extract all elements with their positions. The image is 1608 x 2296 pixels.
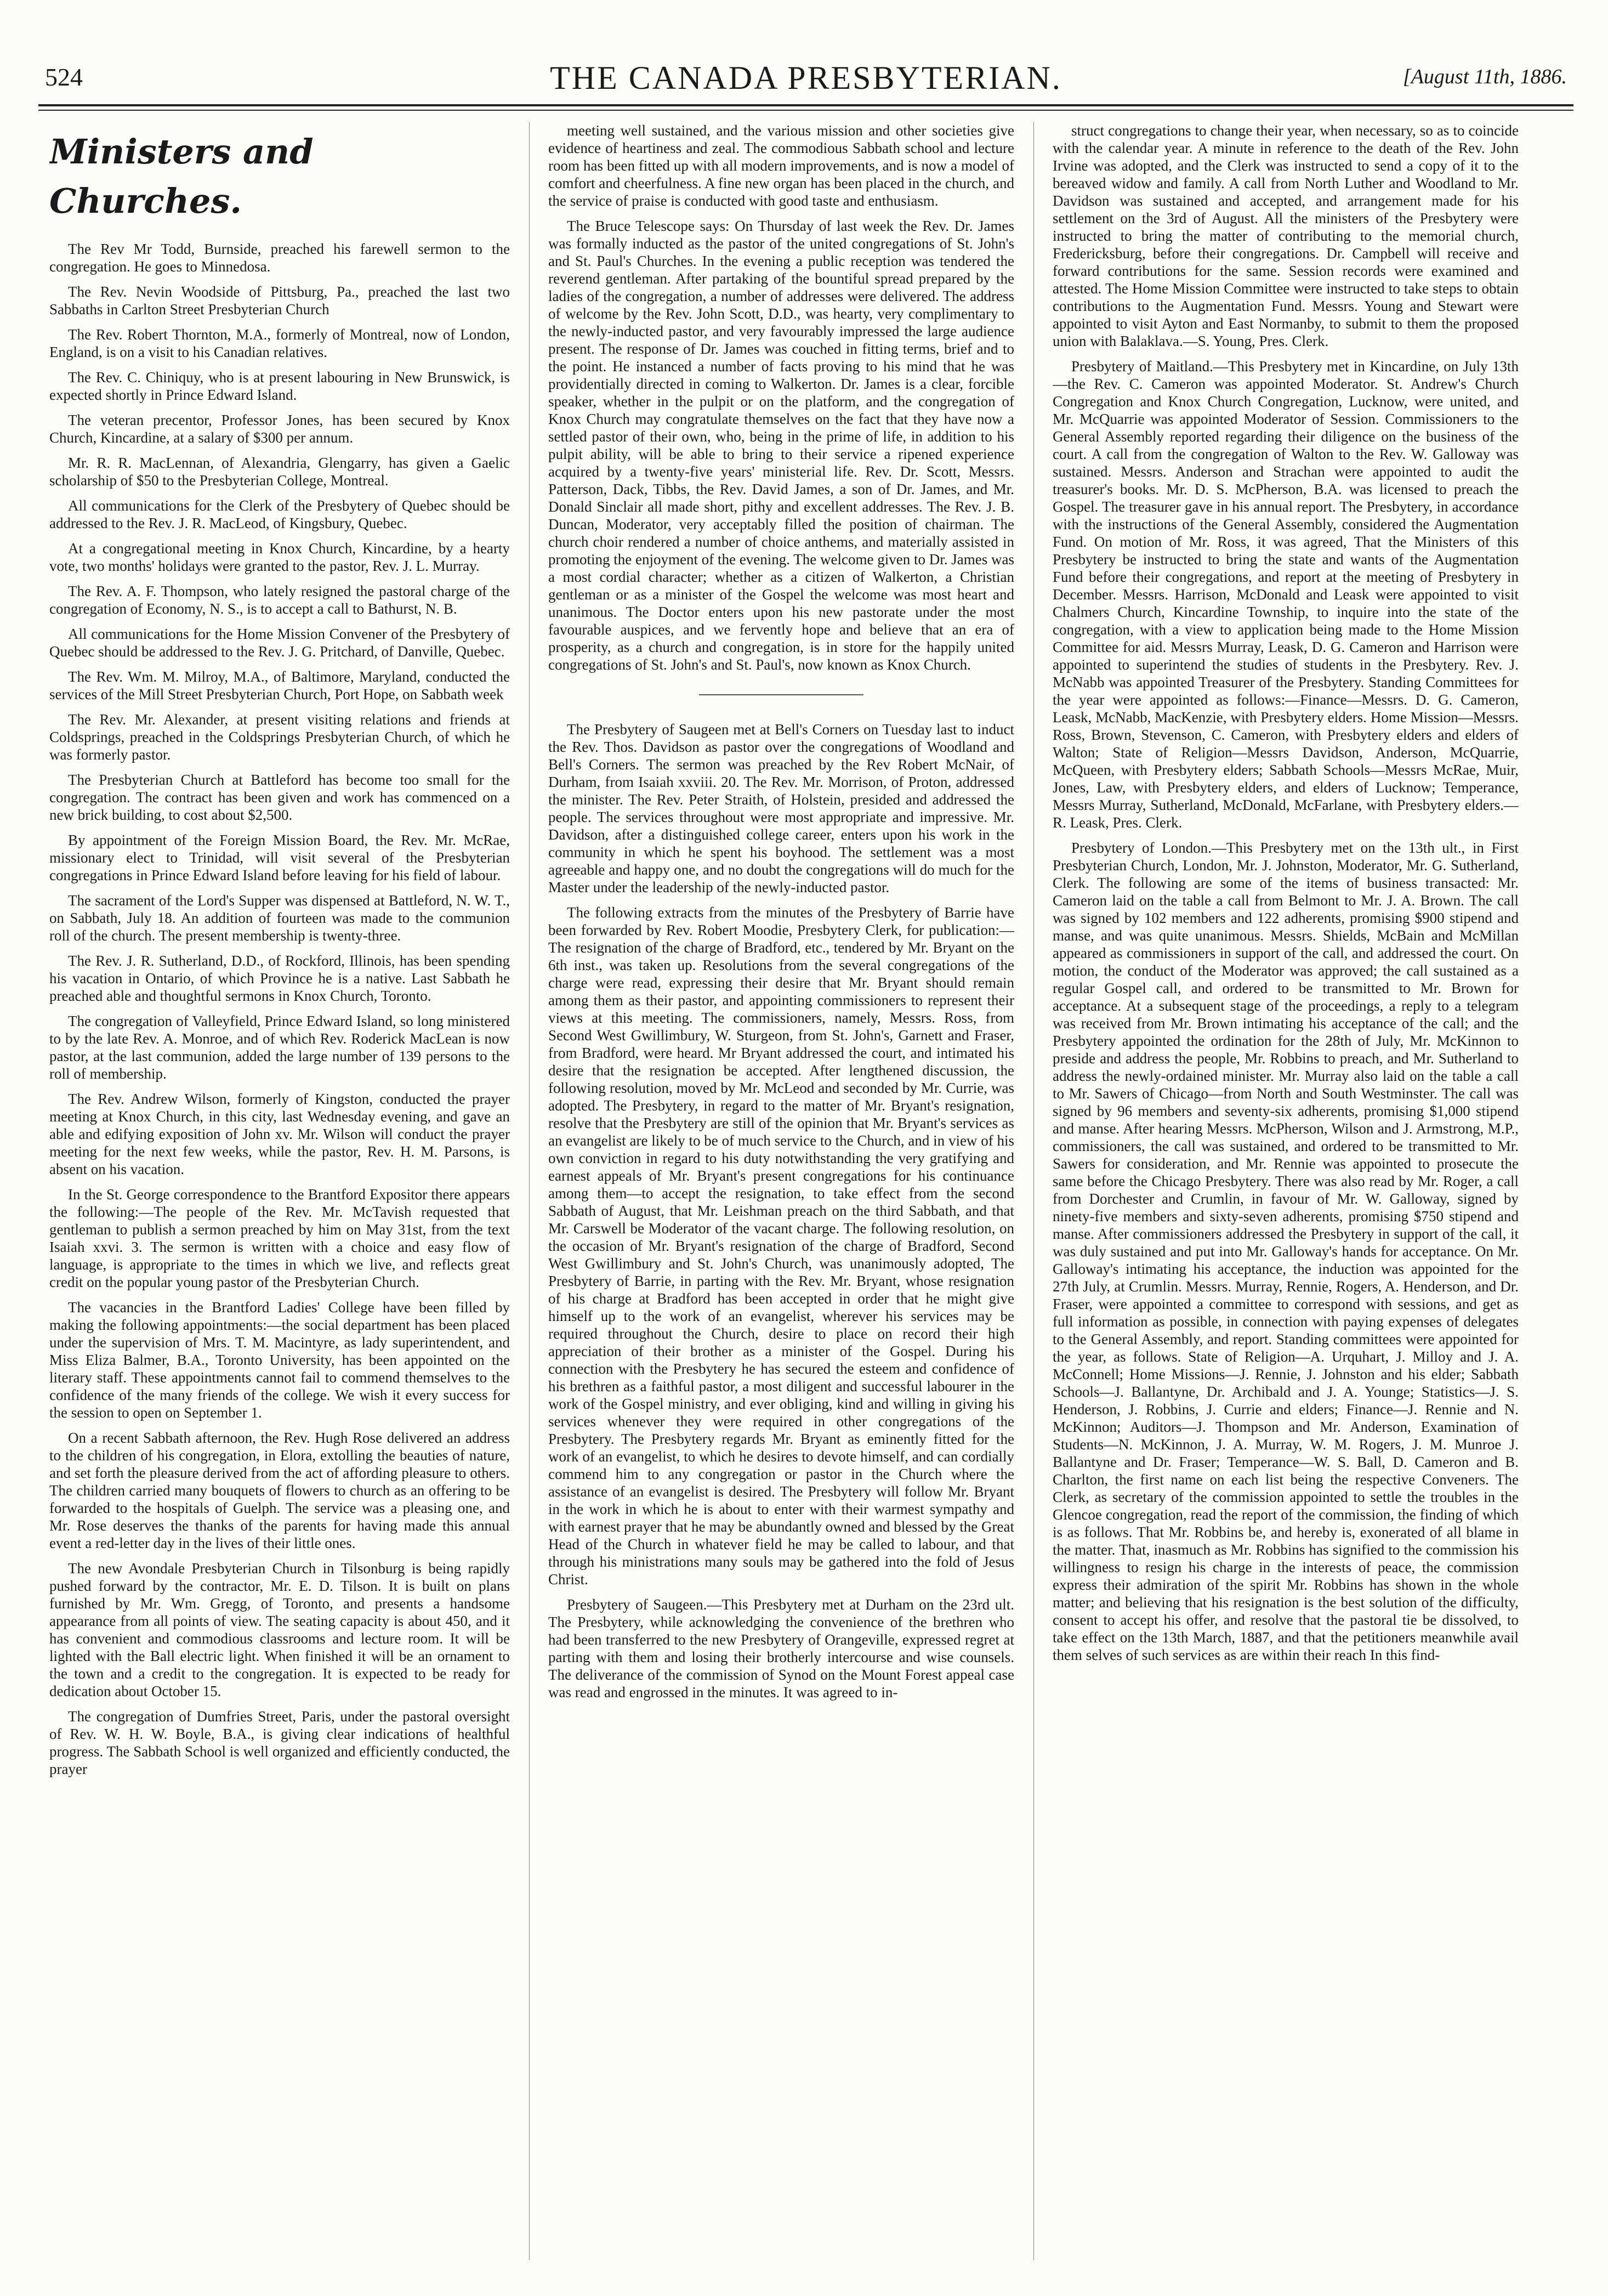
issue-date: [August 11th, 1886. <box>1402 65 1567 88</box>
article-paragraph: The new Avondale Presbyterian Church in Tilsonburg is being rapidly pushed forward by the contractor, Mr. E. D. Tilson. It is built on plans furnished by Mr. Wm. Gregg, of Toronto, and presents a handsome appearance from all points of view. The seating capacity is about 450, and it has convenient and commodious classrooms and lecture room. It will be lighted with the Ball electric light. When finished it will be an ornament to the town and a credit to the congregation. It is expected to be ready for dedication about October 15. <box>49 1560 510 1699</box>
masthead-rule-thin <box>38 110 1573 111</box>
article-paragraph: The Bruce Telescope says: On Thursday of last week the Rev. Dr. James was formally inducted as the pastor of the united congregations of St. John's and St. Paul's Churches. In the evening a public reception was tendered the reverend gentleman. After partaking of the bountiful spread prepared by the ladies of the congregation, a number of addresses were delivered. The address of welcome by the Rev. John Scott, D.D., was hearty, very complimentary to the newly-inducted pastor, and very favourably impressed the large audience present. The response of Dr. James was couched in fitting terms, brief and to the point. He instanced a number of facts proving to his mind that he was providentially directed in coming to Walkerton. Dr. James is a clear, forcible speaker, whether in the pulpit or on the platform, and the congregation of Knox Church may congratulate themselves on the fact that they have now a settled pastor of their own, who, being in the prime of life, in addition to his pulpit ability, will be able to bring to their service a ripened experience acquired by a twenty-five years' ministerial life. Rev. Dr. Scott, Messrs. Patterson, Dack, Tibbs, the Rev. David James, a son of Dr. James, and Mr. Donald Sinclair all made short, pithy and excellent addresses. The Rev. J. B. Duncan, Moderator, very acceptably filled the position of chairman. The church choir rendered a number of choice anthems, and materially assisted in promoting the enjoyment of the evening. The welcome given to Dr. James was a most cordial character; whether as a citizen of Walkerton, a Christian gentleman or as a minister of the Gospel the welcome was most heart and unanimous. The Doctor enters upon his new pastorate under the most favourable auspices, and we fervently hope and believe that an era of prosperity, as a church and congregation, is in store for the happily united congregations of St. John's and St. Paul's, now known as Knox Church. <box>548 218 1014 673</box>
article-paragraph: The Rev. Andrew Wilson, formerly of Kingston, conducted the prayer meeting at Knox Church, in this city, last Wednesday evening, and gave an able and edifying exposition of John xv. Mr. Wilson will conduct the prayer meeting for the next few weeks, while the pastor, Rev. H. M. Parsons, is absent on his vacation. <box>49 1091 510 1177</box>
article-paragraph: All communications for the Home Mission Convener of the Presbytery of Quebec should be addressed to the Rev. J. G. Pritchard, of Danville, Quebec. <box>49 626 510 660</box>
article-paragraph: Presbytery of Maitland.—This Presbytery met in Kincardine, on July 13th—the Rev. C. Cameron was appointed Moderator. St. Andrew's Church Congregation and Knox Church Congregation, Lucknow, were united, and Mr. McQuarrie was appointed Moderator of Session. Commissioners to the General Assembly reported regarding their diligence on the business of the court. A call from the congregation of Walton to the Rev. W. Galloway was sustained. Messrs. Anderson and Strachan were appointed to audit the treasurer's books. Mr. D. S. McPherson, B.A. was licensed to preach the Gospel. The treasurer gave in his annual report. The Presbytery, in accordance with the instructions of the General Assembly, considered the Augmentation Fund. On motion of Mr. Ross, it was agreed, That the Ministers of this Presbytery be instructed to bring the state and wants of the Augmentation Fund before their congregations, and report at the meeting of Presbytery in December. Messrs. Harrison, McDonald and Leask were appointed to visit Chalmers Church, Kincardine Township, to inquire into the state of the congregation, with a view to application being made to the Home Mission Committee for aid. Messrs Murray, Leask, D. G. Cameron and Harrison were appointed to superintend the studies of students in the Presbytery. Rev. J. McNabb was appointed Treasurer of the Presbytery. Standing Committees for the year were appointed as follows:—Finance—Messrs. D. G. Cameron, Leask, McNabb, MacKenzie, with Presbytery elders. Home Mission—Messrs. Ross, Brown, Stevenson, C. Cameron, with Presbytery elders and elders of Walton; State of Religion—Messrs Davidson, Anderson, McQuarrie, McQueen, with Presbytery elders; Sabbath Schools—Messrs McRae, Muir, Jones, Law, with Presbytery elders, and elders of Lucknow; Temperance, Messrs Murray, Sutherland, McDonald, McFarlane, with Presbytery elders.—R. Leask, Pres. Clerk. <box>1053 358 1519 831</box>
column-2 <box>548 122 1014 2260</box>
article-paragraph: The Rev. Mr. Alexander, at present visiting relations and friends at Coldsprings, preached in the Coldsprings Presbyterian Church, of which he was formerly pastor. <box>49 711 510 763</box>
article-paragraph: The Rev. C. Chiniquy, who is at present labouring in New Brunswick, is expected shortly in Prince Edward Island. <box>49 369 510 403</box>
article-paragraph: The Rev. Wm. M. Milroy, M.A., of Baltimore, Maryland, conducted the services of the Mill Street Presbyterian Church, Port Hope, on Sabbath week <box>49 668 510 702</box>
article-paragraph: The congregation of Dumfries Street, Paris, under the pastoral oversight of Rev. W. H. W. Boyle, B.A., is giving clear indications of healthful progress. The Sabbath School is well organized and efficiently conducted, the prayer <box>49 1708 510 1777</box>
masthead <box>38 59 1573 98</box>
article-paragraph: The following extracts from the minutes of the Presbytery of Barrie have been forwarded by Rev. Robert Moodie, Presbytery Clerk, for publication:—The resignation of the charge of Bradford, etc., tendered by Mr. Bryant on the 6th inst., was taken up. Resolutions from the several congregations of the charge were read, expressing their desire that Mr. Bryant should remain among them as their pastor, and appointing commissioners to represent their views at this meeting. The commissioners, namely, Messrs. Ross, from Second West Gwillimbury, W. Sturgeon, from St. John's, Garnett and Fraser, from Bradford, were heard. Mr Bryant addressed the court, and intimated his desire that the resignation be accepted. After lengthened discussion, the following resolution, moved by Mr. McLeod and seconded by Mr. Currie, was adopted. The Presbytery, in regard to the matter of Mr. Bryant's resignation, resolve that the Presbytery are still of the opinion that Mr. Bryant's services as an evangelist are likely to be of much service to the Church, and in view of his own conviction in regard to his duty notwithstanding the very gratifying and earnest appeals of Mr. Bryant's present congregations for his continuance among them—to accept the resignation, to take effect from the second Sabbath of August, that Mr. Leishman preach on the third Sabbath, and that Mr. Carswell be Moderator of the vacant charge. The following resolution, on the occasion of Mr. Bryant's resignation of the charge of Bradford, Second West Gwillimbury and St. John's Church, was unanimously adopted, The Presbytery of Barrie, in parting with the Rev. Mr. Bryant, whose resignation of his charge at Bradford has been accepted in order that he might give himself up to the work of an evangelist, wherever his services may be required throughout the Church, desire to place on record their high appreciation of their brother as a minister of the Gospel. During his connection with the Presbytery he has secured the esteem and confidence of his brethren as a faithful pastor, a most diligent and successful labourer in the work of the Gospel ministry, and ever obliging, kind and willing in giving his services whenever they were required in other congregations of the Presbytery. The Presbytery regards Mr. Bryant as eminently fitted for the work of an evangelist, to which he desires to devote himself, and can cordially commend him to any congregation or pastor in the Church where the assistance of an evangelist is desired. The Presbytery will follow Mr. Bryant in the work in which he is about to enter with their warmest sympathy and with earnest prayer that he may be abundantly owned and blessed by the Great Head of the Church in whatever field he may be called to labour, and that through his ministrations many souls may be gathered into the fold of Jesus Christ. <box>548 904 1014 1588</box>
article-paragraph: meeting well sustained, and the various mission and other societies give evidence of heartiness and zeal. The commodious Sabbath school and lecture room has been fitted up with all modern improvements, and is now a model of comfort and cheerfulness. A fine new organ has been placed in the church, and the service of praise is conducted with good taste and enthusiasm. <box>548 122 1014 209</box>
section-heading: Ministers and Churches. <box>49 132 314 221</box>
article-paragraph: struct congregations to change their year, when necessary, so as to coincide with the calendar year. A minute in reference to the death of the Rev. John Irvine was adopted, and the Clerk was instructed to send a copy of it to the bereaved widow and family. A call from North Luther and Woodland to Mr. Davidson was sustained and accepted, and arrangement made for his settlement on the 3rd of August. All the ministers of the Presbytery were instructed to bring the matter of contributing to the memorial church, Fredericksburg, before their congregations. Dr. Campbell will receive and forward contributions for the same. Session records were examined and attested. The Home Mission Committee were instructed to take steps to obtain contributions to the Augmentation Fund. Messrs. Young and Stewart were appointed to visit Ayton and East Normanby, to submit to them the proposed union with Balaklava.—S. Young, Pres. Clerk. <box>1053 122 1519 349</box>
publication-title: THE CANADA PRESBYTERIAN. <box>550 60 1062 96</box>
article-paragraph: By appointment of the Foreign Mission Board, the Rev. Mr. McRae, missionary elect to Trinidad, will visit several of the Presbyterian congregations in Prince Edward Island before leaving for his field of labour. <box>49 832 510 883</box>
page-number: 524 <box>45 63 83 91</box>
article-paragraph: Presbytery of Saugeen.—This Presbytery met at Durham on the 23rd ult. The Presbytery, while acknowledging the convenience of the brethren who had been transferred to the new Presbytery of Orangeville, expressed regret at parting with them and losing their brotherly intercourse and wise counsels. The deliverance of the commission of Synod on the Mount Forest appeal case was read and engrossed in the minutes. It was agreed to in- <box>548 1596 1014 1700</box>
article-paragraph: At a congregational meeting in Knox Church, Kincardine, by a hearty vote, two months' holidays were granted to the pastor, Rev. J. L. Murray. <box>49 540 510 574</box>
article-paragraph: The Rev Mr Todd, Burnside, preached his farewell sermon to the congregation. He goes to Minnedosa. <box>49 241 510 275</box>
article-paragraph: The Rev. J. R. Sutherland, D.D., of Rockford, Illinois, has been spending his vacation in Ontario, of which Province he is a native. Last Sabbath he preached able and thoughtful sermons in Knox Church, Toronto. <box>49 953 510 1004</box>
article-divider <box>699 694 863 695</box>
column-3-body <box>1053 122 1519 1664</box>
column-1-body <box>49 240 510 1778</box>
article-paragraph: All communications for the Clerk of the Presbytery of Quebec should be addressed to the Rev. J. R. MacLeod, of Kingsbury, Quebec. <box>49 497 510 531</box>
column-2-body-lower <box>548 721 1014 1701</box>
article-paragraph: The congregation of Valleyfield, Prince Edward Island, so long ministered to by the late Rev. A. Monroe, and of which Rev. Roderick MacLean is now pastor, at the last communion, added the large number of 139 persons to the roll of membership. <box>49 1013 510 1082</box>
masthead-rule <box>38 104 1573 106</box>
column-separator <box>529 122 530 2260</box>
article-paragraph: The sacrament of the Lord's Supper was dispensed at Battleford, N. W. T., on Sabbath, July 18. An addition of fourteen was made to the communion roll of the church. The present membership is twenty-three. <box>49 892 510 944</box>
article-paragraph: The Rev. A. F. Thompson, who lately resigned the pastoral charge of the congregation of Economy, N. S., is to accept a call to Bathurst, N. B. <box>49 583 510 617</box>
article-paragraph: The Presbytery of Saugeen met at Bell's Corners on Tuesday last to induct the Rev. Thos. Davidson as pastor over the congregations of Woodland and Bell's Corners. The sermon was preached by the Rev Robert McNair, of Durham, from Isaiah xxviii. 20. The Rev. Mr. Morrison, of Proton, addressed the minister. The Rev. Peter Straith, of Holstein, presided and addressed the people. The services throughout were most appropriate and impressive. Mr. Davidson, after a distinguished college career, enters upon his work in the community in which he spent his boyhood. The settlement was a most agreeable and happy one, and no doubt the congregations will do much for the Master under the leadership of the newly-inducted pastor. <box>548 721 1014 895</box>
article-paragraph: The vacancies in the Brantford Ladies' College have been filled by making the following appointments:—the social department has been placed under the supervision of Mrs. T. M. Macintyre, as lady superintendent, and Miss Eliza Balmer, B.A., Toronto University, has been appointed on the literary staff. These appointments cannot fail to commend themselves to the confidence of the many friends of the college. We wish it every success for the session to open on September 1. <box>49 1299 510 1421</box>
article-paragraph: The Presbyterian Church at Battleford has become too small for the congregation. The contract has been given and work has commenced on a new brick building, to cost about $2,500. <box>49 772 510 823</box>
column-3 <box>1053 122 1519 2260</box>
article-paragraph: The veteran precentor, Professor Jones, has been secured by Knox Church, Kincardine, at a salary of $300 per annum. <box>49 412 510 446</box>
column-1 <box>49 122 510 2260</box>
article-paragraph: Presbytery of London.—This Presbytery met on the 13th ult., in First Presbyterian Church, London, Mr. J. Johnston, Moderator, Mr. G. Sutherland, Clerk. The following are some of the items of business transacted: Mr. Cameron laid on the table a call from Belmont to Mr. J. A. Brown. The call was signed by 102 members and 122 adherents, promising $900 stipend and manse, and was quite unanimous. Messrs. Shields, McBain and McMillan appeared as commissioners in support of the call, and addressed the court. On motion, the conduct of the Moderator was approved; the call sustained as a regular Gospel call, and ordered to be transmitted to Mr. Brown for acceptance. At a subsequent stage of the proceedings, a reply to a telegram was received from Mr. Brown intimating his acceptance of the call; and the Presbytery appointed the ordination for the 28th of July, Mr. McKinnon to preside and address the people, Mr. Robbins to preach, and Mr. Sutherland to address the newly-ordained minister. Mr. Murray also laid on the table a call to Mr. Sawers of Chicago—from North and South Westminster. The call was signed by 96 members and seventy-six adherents, promising $1,000 stipend and manse. After hearing Messrs. McPherson, Wilson and J. Armstrong, M.P., commissioners, the call was sustained, and ordered to be transmitted to Mr. Sawers for consideration, and Mr. Rennie was appointed to prosecute the same before the Chicago Presbytery. There was also read by Mr. Roger, a call from Dorchester and Crumlin, in favour of Mr. W. Galloway, signed by ninety-five members and sixty-seven adherents, promising $750 stipend and manse. After commissioners addressed the Presbytery in support of the call, it was duly sustained and put into Mr. Galloway's hands for acceptance. On Mr. Galloway's intimating his acceptance, the induction was appointed for the 27th July, at Crumlin. Messrs. Murray, Rennie, Rogers, A. Henderson, and Dr. Fraser, were appointed a committee to correspond with sessions, and get as full information as possible, in connection with paying expenses of delegates to the General Assembly, and report. Standing committees were appointed for the year, as follows. State of Religion—A. Urquhart, J. Milloy and J. A. McConnell; Home Missions—J. Rennie, J. Johnston and his elder; Sabbath Schools—J. Ballantyne, Dr. Archibald and J. A. Younge; Statistics—J. S. Henderson, J. Robbins, J. Currie and elders; Finance—J. Rennie and N. McKinnon; Auditors—J. Thompson and Mr. Anderson, Examination of Students—N. McKinnon, J. A. Murray, W. M. Rogers, J. M. Munroe J. Ballantyne and Dr. Fraser; Temperance—W. S. Ball, D. Cameron and B. Charlton, the first name on each list being the respective Conveners. The Clerk, as secretary of the commission appointed to settle the troubles in the Glencoe congregation, read the report of the commission, the finding of which is as follows. That Mr. Robbins be, and hereby is, exonerated of all blame in the matter. That, inasmuch as Mr. Robbins has signified to the commission his willingness to resign his charge in the interests of peace, the commission express their admiration of the spirit Mr. Robbins has shown in the whole matter; and believing that his resignation is the best solution of the difficulty, consent to accept his offer, and resolve that the pastoral tie be dissolved, to take effect on the 13th March, 1887, and that the petitioners meanwhile avail them selves of such services as are within their reach In this find- <box>1053 840 1519 1663</box>
article-paragraph: On a recent Sabbath afternoon, the Rev. Hugh Rose delivered an address to the children of his congregation, in Elora, extolling the beauties of nature, and set forth the pleasure derived from the act of affording pleasure to others. The children carried many bouquets of flowers to church as an offering to be forwarded to the hospitals of Guelph. The service was a pleasing one, and Mr. Rose deserves the thanks of the parents for having made this annual event a red-letter day in the lives of their little ones. <box>49 1430 510 1551</box>
column-2-body <box>548 122 1014 673</box>
article-paragraph: Mr. R. R. MacLennan, of Alexandria, Glengarry, has given a Gaelic scholarship of $50 to the Presbyterian College, Montreal. <box>49 455 510 489</box>
article-paragraph: In the St. George correspondence to the Brantford Expositor there appears the following:—The people of the Rev. Mr. McTavish requested that gentleman to publish a sermon preached by him on May 31st, from the text Isaiah xxvi. 3. The sermon is written with a choice and easy flow of language, is appropriate to the times in which we live, and reflects great credit on the popular young pastor of the Presbyterian Church. <box>49 1186 510 1290</box>
column-separator <box>1033 122 1034 2260</box>
article-paragraph: The Rev. Robert Thornton, M.A., formerly of Montreal, now of London, England, is on a visit to his Canadian relatives. <box>49 326 510 360</box>
article-paragraph: The Rev. Nevin Woodside of Pittsburg, Pa., preached the last two Sabbaths in Carlton Street Presbyterian Church <box>49 284 510 318</box>
